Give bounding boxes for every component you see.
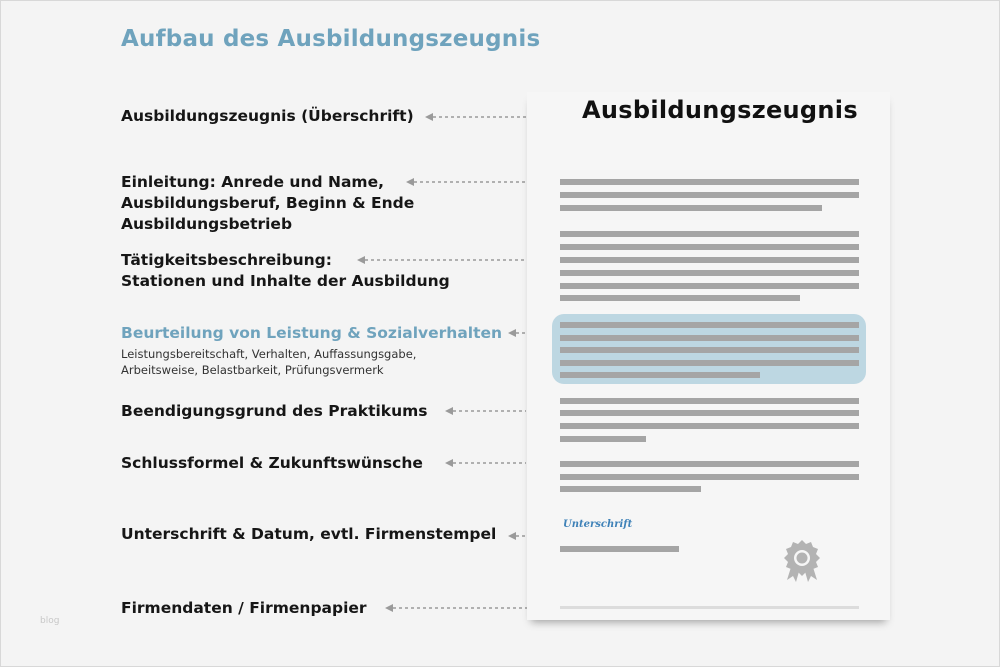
dashed-arrow-left-icon <box>443 457 527 469</box>
text-line-placeholder <box>560 347 859 353</box>
text-line-placeholder <box>560 244 859 250</box>
text-line-placeholder <box>560 257 859 263</box>
label-line: Ausbildungsberuf, Beginn & Ende <box>121 194 415 212</box>
text-line-placeholder <box>560 474 859 480</box>
text-line-placeholder <box>560 436 646 442</box>
dashed-arrow-left-icon <box>383 602 543 614</box>
label-company-section <box>121 598 367 619</box>
label-line: Ausbildungsbetrieb <box>121 215 293 233</box>
dashed-arrow-left-icon <box>423 111 527 123</box>
label-evaluation-section <box>121 323 502 344</box>
company-footer-line <box>560 606 859 609</box>
text-line-placeholder <box>560 192 859 198</box>
award-seal-icon <box>781 538 823 584</box>
text-line-placeholder <box>560 461 859 467</box>
document-title: Ausbildungszeugnis <box>582 96 858 124</box>
label-signature-section <box>121 524 496 545</box>
dashed-arrow-left-icon <box>404 176 527 188</box>
label-line: Schlussformel & Zukunftswünsche <box>121 454 423 472</box>
text-line-placeholder <box>560 423 859 429</box>
label-line: Einleitung: Anrede und Name, <box>121 173 384 191</box>
text-line-placeholder <box>560 335 859 341</box>
label-heading-section <box>121 106 414 127</box>
text-line-placeholder <box>560 398 859 404</box>
date-line-placeholder <box>560 546 679 552</box>
label-line: Beurteilung von Leistung & Sozialverhalten <box>121 324 503 342</box>
label-evaluation-details <box>121 346 416 378</box>
label-line: Unterschrift & Datum, evtl. Firmenstempel <box>121 525 497 543</box>
text-line-placeholder <box>560 270 859 276</box>
text-line-placeholder <box>560 231 859 237</box>
label-termination-section <box>121 401 428 422</box>
label-closing-section <box>121 453 423 474</box>
label-subline: Leistungsbereitschaft, Verhalten, Auffassungsgabe, <box>121 347 417 361</box>
dashed-arrow-left-icon <box>506 327 528 339</box>
label-line: Tätigkeitsbeschreibung: <box>121 251 332 269</box>
text-line-placeholder <box>560 322 859 328</box>
label-subline: Arbeitsweise, Belastbarkeit, Prüfungsvermerk <box>121 363 384 377</box>
text-line-placeholder <box>560 283 859 289</box>
dashed-arrow-left-icon <box>506 530 528 542</box>
text-line-placeholder <box>560 295 800 301</box>
dashed-arrow-left-icon <box>355 254 527 266</box>
text-line-placeholder <box>560 486 701 492</box>
label-line: Stationen und Inhalte der Ausbildung <box>121 272 450 290</box>
text-line-placeholder <box>560 360 859 366</box>
text-line-placeholder <box>560 410 859 416</box>
label-line: Beendigungsgrund des Praktikums <box>121 402 428 420</box>
watermark-text: blog <box>40 616 60 626</box>
text-line-placeholder <box>560 205 822 211</box>
label-line: Firmendaten / Firmenpapier <box>121 599 367 617</box>
label-introduction-section <box>121 172 414 235</box>
dashed-arrow-left-icon <box>443 405 527 417</box>
label-line: Ausbildungszeugnis (Überschrift) <box>121 107 414 125</box>
diagram-heading: Aufbau des Ausbildungszeugnis <box>121 26 541 52</box>
text-line-placeholder <box>560 372 760 378</box>
text-line-placeholder <box>560 179 859 185</box>
handwritten-signature: Unterschrift <box>563 519 633 530</box>
